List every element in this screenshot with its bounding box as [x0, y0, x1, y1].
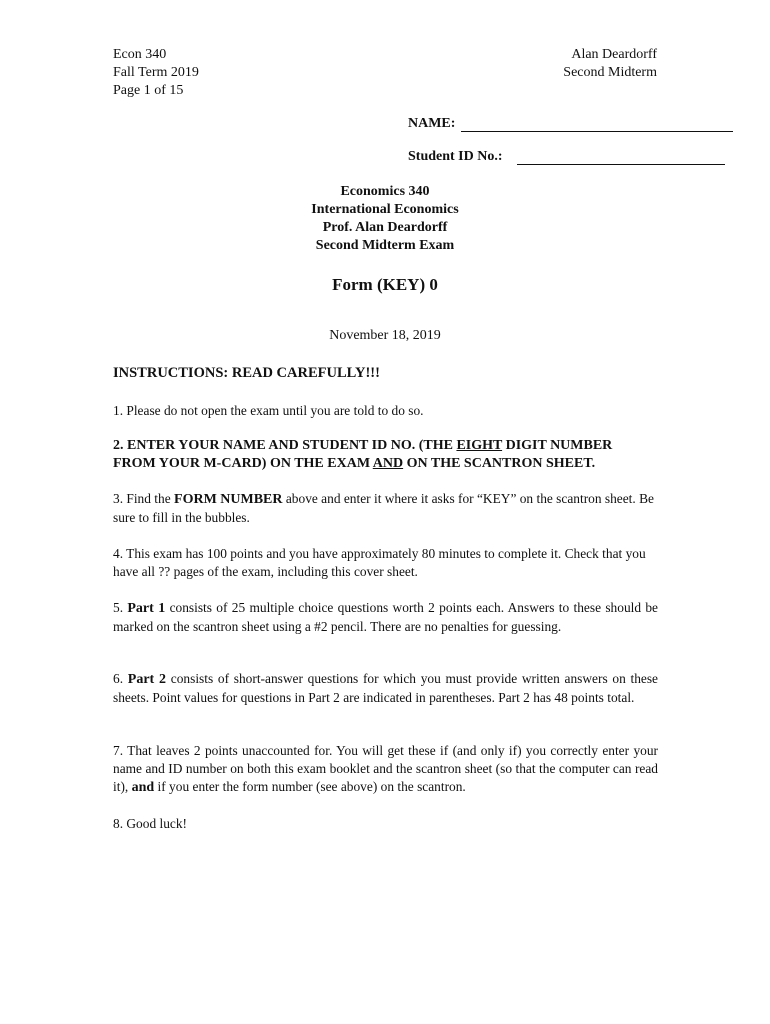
instruction-8: 8. Good luck! [113, 816, 188, 831]
term: Fall Term 2019 [113, 65, 199, 80]
page-number: Page 1 of 15 [113, 83, 184, 98]
instruction-2-text-a: 2. ENTER YOUR NAME AND STUDENT ID NO. (THE [113, 438, 457, 453]
exam-date: November 18, 2019 [329, 328, 441, 343]
student-id-label: Student ID No.: [408, 149, 503, 164]
instruction-2-text-c: DIGIT NUMBER FROM YOUR M-CARD) ON THE EXAM [113, 438, 613, 471]
instruction-7-and: and [131, 780, 155, 795]
title-subject: International Economics [311, 202, 459, 217]
instruction-3 [113, 490, 658, 527]
instruction-2-text-e: ON THE SCANTRON SHEET. [403, 456, 596, 471]
name-field[interactable] [408, 116, 733, 132]
name-label: NAME: [408, 116, 456, 131]
name-blank-line[interactable] [461, 117, 733, 132]
student-id-blank-line[interactable] [517, 150, 725, 165]
instructions-heading: INSTRUCTIONS: READ CAREFULLY!!! [113, 365, 380, 381]
form-title: Form (KEY) 0 [332, 275, 438, 294]
course-code: Econ 340 [113, 47, 167, 62]
instruction-7-text-a: 7. That leaves 2 points unaccounted for. You will get these if (and only if) you correctly enter your name and ID number on both this exam booklet and the scantron sheet (so that the computer can read it), [113, 743, 658, 794]
exam-name: Second Midterm [563, 65, 657, 80]
title-professor: Prof. Alan Deardorff [322, 220, 448, 235]
instruction-4: 4. This exam has 100 points and you have approximately 80 minutes to complete it. Check that you have all ?? pages of the exam, including this cover sheet. [113, 546, 646, 579]
header-left [113, 46, 199, 100]
instruction-1: 1. Please do not open the exam until you are told to do so. [113, 403, 424, 418]
instruction-6-part-2: Part 2 [127, 672, 167, 687]
title-course: Economics 340 [340, 184, 430, 199]
instruction-3-text-c: above and enter it where it asks for “KEY” on the scantron sheet. Be sure to fill in the bubbles. [113, 491, 654, 525]
student-id-field[interactable] [408, 149, 725, 165]
header-right [563, 46, 657, 82]
instruction-2 [113, 437, 658, 473]
instruction-6 [113, 670, 658, 707]
instruction-5-text-c: consists of 25 multiple choice questions worth 2 points each. Answers to these should be marked on the scantron sheet using a #2 pencil. There are no penalties for guessing. [113, 600, 659, 634]
instruction-3-text-a: 3. Find the [113, 491, 175, 506]
instruction-6-text-a: 6. [113, 671, 128, 686]
instructor-name: Alan Deardorff [571, 47, 657, 62]
instruction-2-and: AND [372, 456, 404, 471]
instruction-5 [113, 599, 658, 636]
instruction-3-form-number: FORM NUMBER [174, 492, 283, 507]
instruction-7-text-c: if you enter the form number (see above) on the scantron. [154, 779, 466, 794]
title-exam: Second Midterm Exam [315, 238, 455, 253]
instruction-5-part-1: Part 1 [127, 601, 166, 616]
instruction-6-text-c: consists of short-answer questions for which you must provide written answers on these sheets. Point values for questions in Part 2 are indicated in parentheses. Part 2 has 48 points total. [113, 671, 659, 705]
instruction-2-eight: EIGHT [456, 438, 503, 453]
instruction-5-text-a: 5. [113, 600, 128, 615]
instruction-7 [113, 742, 658, 797]
exam-title-block [0, 183, 770, 255]
